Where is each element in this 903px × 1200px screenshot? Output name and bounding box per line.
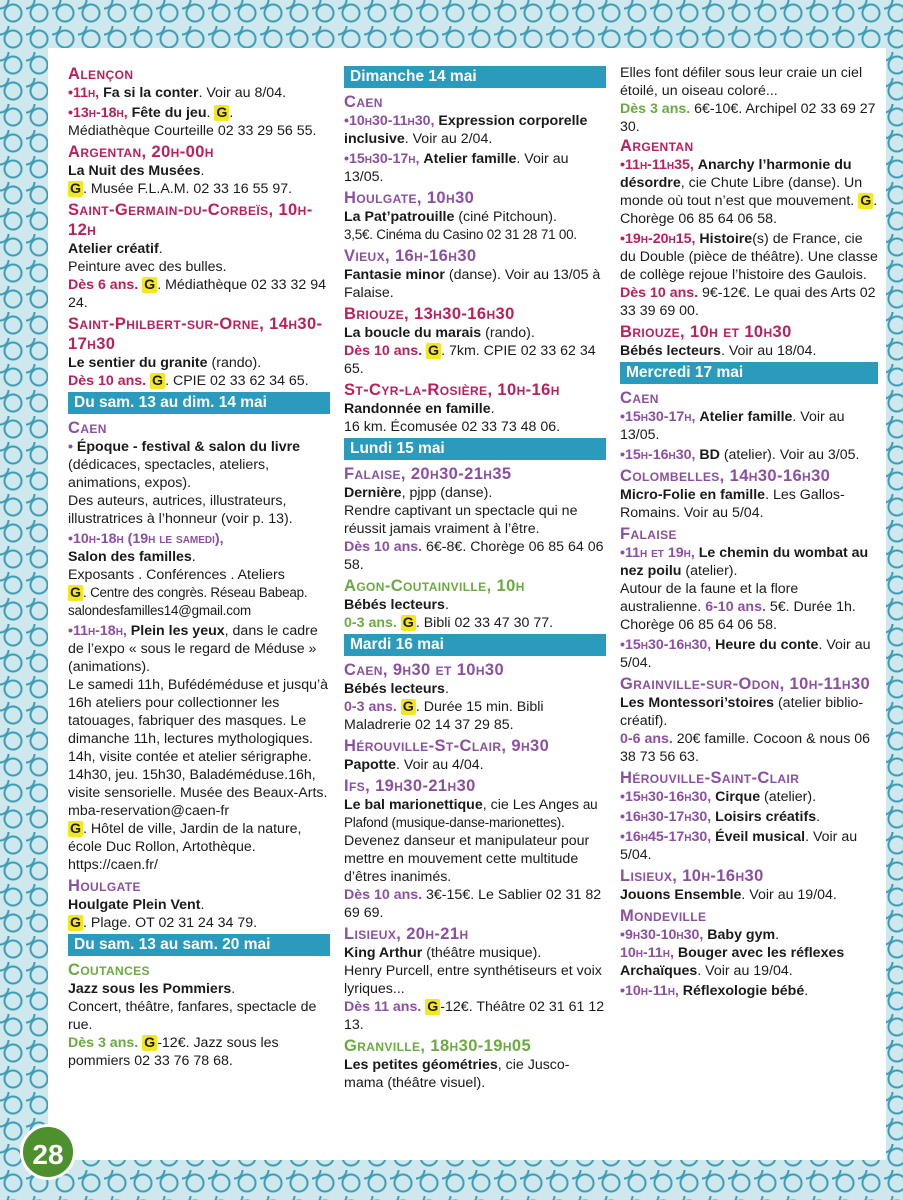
city-heading: Houlgate bbox=[68, 877, 141, 895]
event-text: . bbox=[200, 897, 205, 913]
free-badge: G bbox=[144, 1035, 156, 1051]
event-time: •13h-18h, bbox=[68, 105, 132, 121]
age-label: 0-3 ans. bbox=[344, 615, 401, 631]
event-entry bbox=[620, 788, 878, 806]
event-time: •10h-18h (19h le samedi), bbox=[68, 531, 224, 547]
event-title: BD bbox=[699, 447, 720, 463]
event-time: •11h-11h35, bbox=[620, 157, 698, 173]
city-heading: Colombelles, 14h30-16h30 bbox=[620, 467, 831, 485]
city-heading: Vieux, 16h-16h30 bbox=[344, 247, 477, 265]
free-badge: G bbox=[402, 699, 414, 715]
free-badge: G bbox=[70, 915, 82, 931]
free-badge: G bbox=[428, 343, 440, 359]
age-label: Dès 11 ans. bbox=[344, 999, 426, 1015]
event-text: Rendre captivant un spectacle qui ne réussit jamais vraiment à l’être. bbox=[344, 503, 578, 537]
free-badge: G bbox=[70, 585, 82, 601]
city-heading: Caen bbox=[68, 419, 107, 437]
event-entry bbox=[620, 486, 878, 522]
event-entry bbox=[344, 596, 606, 632]
event-entry bbox=[68, 980, 330, 1070]
free-badge: G bbox=[70, 181, 82, 197]
event-time: 10h-11h, bbox=[620, 945, 678, 961]
event-entry bbox=[344, 796, 606, 922]
age-label: Dès 10 ans. bbox=[344, 887, 427, 903]
city-heading: Houlgate, 10h30 bbox=[344, 189, 475, 207]
event-entry bbox=[68, 240, 330, 312]
event-entry bbox=[344, 324, 606, 378]
event-entry bbox=[620, 694, 878, 766]
event-entry bbox=[620, 408, 878, 444]
city-heading: Caen bbox=[344, 93, 383, 111]
city-heading: Grainville-sur-Odon, 10h-11h30 bbox=[620, 675, 871, 693]
event-text: Concert, théâtre, fanfares, spectacle de rue. bbox=[68, 999, 317, 1033]
event-entry bbox=[68, 438, 330, 528]
event-entry bbox=[68, 354, 330, 390]
age-label: Dès 3 ans. bbox=[620, 101, 695, 117]
event-text: . bbox=[804, 983, 809, 999]
event-text: . Voir au 8/04. bbox=[198, 85, 287, 101]
city-heading: Granville, 18h30-19h05 bbox=[344, 1037, 532, 1055]
event-text: . Voir au 18/04. bbox=[720, 343, 817, 359]
event-title: Les petites géométries bbox=[344, 1057, 498, 1073]
event-title: Histoire bbox=[699, 231, 753, 247]
page-number: 28 bbox=[20, 1124, 76, 1180]
event-text: . bbox=[206, 105, 215, 121]
event-entry bbox=[344, 150, 606, 186]
event-entry bbox=[620, 886, 878, 904]
age-label: 0-3 ans. bbox=[344, 699, 401, 715]
free-badge: G bbox=[144, 277, 156, 293]
event-text: Autour de la faune et la flore australienne. bbox=[620, 581, 799, 615]
event-text: , pjpp (danse). bbox=[401, 485, 493, 501]
event-text: Exposants . Conférences . Ateliers bbox=[68, 567, 285, 583]
event-text: . Voir au 19/04. bbox=[697, 963, 793, 979]
event-title: Le bal marionettique bbox=[344, 797, 483, 813]
event-title: Randonnée en famille bbox=[344, 401, 491, 417]
event-text: (atelier biblio-créatif). bbox=[620, 695, 864, 729]
city-heading: Alençon bbox=[68, 65, 134, 83]
date-band: Dimanche 14 mai bbox=[344, 66, 606, 88]
event-text: . Centre des congrès. Réseau Babeap. salondesfamilles14@gmail.com bbox=[68, 585, 308, 618]
event-entry bbox=[620, 636, 878, 672]
city-heading: Argentan, 20h-00h bbox=[68, 143, 214, 161]
event-text: , cie Jusco-mama (théâtre visuel). bbox=[344, 1057, 570, 1091]
event-entry bbox=[344, 484, 606, 574]
event-text: Elles font défiler sous leur craie un ciel étoilé, un oiseau coloré... bbox=[620, 65, 863, 99]
event-time: •11h et 19h, bbox=[620, 545, 699, 561]
event-title: Bébés lecteurs bbox=[620, 343, 721, 359]
event-text: -12€. Jazz sous les pommiers 02 33 76 78 68. bbox=[68, 1035, 279, 1069]
event-title: Fantasie minor bbox=[344, 267, 445, 283]
age-label: Dès 10 ans. bbox=[344, 539, 427, 555]
event-title: Le sentier du granite bbox=[68, 355, 208, 371]
date-band: Mercredi 17 mai bbox=[620, 362, 878, 384]
age-label: Dès 3 ans. bbox=[68, 1035, 143, 1051]
free-badge: G bbox=[70, 821, 82, 837]
event-text: . bbox=[775, 927, 780, 943]
city-heading: Falaise bbox=[620, 525, 677, 543]
event-title: Le chemin du wombat au nez poilu bbox=[620, 545, 869, 579]
event-time: •16h30-17h30, bbox=[620, 809, 716, 825]
event-entry bbox=[68, 84, 330, 102]
event-text: . bbox=[191, 549, 196, 565]
event-text: Henry Purcell, entre synthétiseurs et voix lyriques... bbox=[344, 963, 602, 997]
event-title: Dernière bbox=[344, 485, 402, 501]
event-title: Atelier famille bbox=[699, 409, 793, 425]
event-title: La Nuit des Musées bbox=[68, 163, 201, 179]
event-text: (dédicaces, spectacles, ateliers, animations, expos). bbox=[68, 457, 270, 491]
event-entry bbox=[68, 530, 330, 620]
event-text: (théâtre musique). bbox=[422, 945, 542, 961]
event-text: . bbox=[231, 981, 236, 997]
event-text: . Voir au 5/04. bbox=[620, 637, 871, 671]
date-band: Du sam. 13 au dim. 14 mai bbox=[68, 392, 330, 414]
event-title: King Arthur bbox=[344, 945, 423, 961]
event-title: Loisirs créatifs bbox=[715, 809, 817, 825]
event-title: Cirque bbox=[715, 789, 761, 805]
event-entry bbox=[344, 112, 606, 148]
city-heading: Lisieux, 10h-16h30 bbox=[620, 867, 764, 885]
date-band: Mardi 16 mai bbox=[344, 634, 606, 656]
event-entry bbox=[620, 64, 878, 136]
event-title: Bébés lecteurs bbox=[344, 597, 445, 613]
city-heading: Argentan bbox=[620, 137, 694, 155]
event-time: •15h30-17h, bbox=[620, 409, 700, 425]
event-text: 3€-15€. Le Sablier 02 31 82 69 69. bbox=[344, 887, 602, 921]
event-time: •10h-11h, bbox=[620, 983, 683, 999]
event-text: (s) de France, cie du Double (pièce de théâtre). Une classe de collège rejoue l’histoire des Gaulois. bbox=[620, 231, 878, 283]
free-badge: G bbox=[427, 999, 439, 1015]
event-title: Papotte bbox=[344, 757, 397, 773]
event-title: Époque - festival & salon du livre bbox=[76, 439, 301, 455]
age-label: 0-6 ans. bbox=[620, 731, 677, 747]
event-text: . Durée 15 min. Bibli Maladrerie 02 14 37 29 85. bbox=[344, 699, 544, 733]
event-text: , cie Les Anges bbox=[482, 797, 583, 813]
event-time: •9h30-10h30, bbox=[620, 927, 708, 943]
event-time: •11h-18h, bbox=[68, 623, 131, 639]
event-title: Éveil musical bbox=[715, 829, 806, 845]
event-title: Bébés lecteurs bbox=[344, 681, 445, 697]
event-entry bbox=[620, 544, 878, 634]
event-time: • bbox=[68, 439, 77, 455]
event-text: 20€ famille. Cocoon & nous 06 38 73 56 63. bbox=[620, 731, 871, 765]
city-heading: Falaise, 20h30-21h35 bbox=[344, 465, 512, 483]
event-text: 9€-12€. Le quai des Arts 02 33 39 69 00. bbox=[620, 285, 876, 319]
event-time: •15h30-17h, bbox=[344, 151, 424, 167]
event-text: . Plage. OT 02 31 24 34 79. bbox=[83, 915, 258, 931]
date-band: Lundi 15 mai bbox=[344, 438, 606, 460]
event-text: Médiathèque Courteille 02 33 29 56 55. bbox=[68, 123, 317, 139]
event-entry bbox=[68, 622, 330, 874]
event-title: Fa si la conter bbox=[103, 85, 199, 101]
event-text: . Voir au 13/05. bbox=[620, 409, 845, 443]
event-time: •15h30-16h30, bbox=[620, 637, 716, 653]
event-entry bbox=[620, 808, 878, 826]
event-text: . bbox=[816, 809, 821, 825]
city-heading: Hérouville-St-Clair, 9h30 bbox=[344, 737, 550, 755]
event-text: (rando). bbox=[481, 325, 535, 341]
event-text: . bbox=[229, 105, 234, 121]
event-text: . Les Gallos-Romains. Voir au 5/04. bbox=[620, 487, 845, 521]
event-text: . CPIE 02 33 62 34 65. bbox=[165, 373, 309, 389]
event-entry bbox=[620, 926, 878, 980]
event-title: Anarchy l’harmonie du désordre bbox=[620, 157, 852, 191]
event-title: Plein les yeux bbox=[130, 623, 225, 639]
event-title: Fête du jeu bbox=[131, 105, 207, 121]
event-text: . Bibli 02 33 47 30 77. bbox=[415, 615, 554, 631]
city-heading: Mondeville bbox=[620, 907, 707, 925]
free-badge: G bbox=[152, 373, 164, 389]
event-text: Des auteurs, autrices, illustrateurs, illustratrices à l’honneur (voir p. 13). bbox=[68, 493, 293, 527]
event-entry bbox=[344, 208, 606, 244]
event-text: . bbox=[444, 681, 449, 697]
city-heading: Briouze, 10h et 10h30 bbox=[620, 323, 792, 341]
city-heading: Agon-Coutainville, 10h bbox=[344, 577, 525, 595]
event-title: Salon des familles bbox=[68, 549, 192, 565]
event-text: -12€. Théâtre 02 31 61 12 13. bbox=[344, 999, 605, 1033]
free-badge: G bbox=[216, 105, 228, 121]
city-heading: Hérouville-Saint-Clair bbox=[620, 769, 800, 787]
event-title: Expression corporelle inclusive bbox=[344, 113, 588, 147]
event-text: , cie Chute Libre (danse). Un monde où tout n’est que mouvement. bbox=[620, 175, 863, 209]
event-title: Atelier créatif bbox=[68, 241, 159, 257]
city-heading: Ifs, 19h30-21h30 bbox=[344, 777, 476, 795]
age-label: Dès 6 ans. bbox=[68, 277, 143, 293]
event-text: . bbox=[200, 163, 205, 179]
city-heading: St-Cyr-la-Rosière, 10h-16h bbox=[344, 381, 560, 399]
event-title: Atelier famille bbox=[423, 151, 517, 167]
event-entry bbox=[344, 400, 606, 436]
event-text: . Voir au 5/04. bbox=[620, 829, 858, 863]
event-title: La boucle du marais bbox=[344, 325, 482, 341]
event-time: •19h-20h15, bbox=[620, 231, 700, 247]
event-text: . Chorège 06 85 64 06 58. bbox=[620, 193, 878, 227]
event-entry bbox=[344, 756, 606, 774]
event-title: Jazz sous les Pommiers bbox=[68, 981, 232, 997]
event-text: Devenez danseur et manipulateur pour mettre en mouvement cette multitude d’êtres inanimés. bbox=[344, 833, 590, 885]
event-text: 3,5€. Cinéma du Casino 02 31 28 71 00. bbox=[344, 227, 577, 242]
event-text: . bbox=[158, 241, 163, 257]
event-text: 5€. Durée 1h. Chorège 06 85 64 06 58. bbox=[620, 599, 856, 633]
age-label: Dès 10 ans. bbox=[68, 373, 151, 389]
event-text: 16 km. Écomusée 02 33 73 48 06. bbox=[344, 419, 561, 435]
event-text: Le samedi 11h, Bufédéméduse et jusqu’à 16h ateliers pour collectionner les tatouages, fabriquer des masques. Le dimanche 11h, lectures mythologiques. 14h, visite contée et atelier sérigraphe. 14h30, jeu. 15h30, Baladéméduse.16h, visite sensorielle. Musée des Beaux-Arts. mba-reservation@caen-fr bbox=[68, 677, 329, 819]
event-entry bbox=[620, 446, 878, 464]
city-heading: Caen, 9h30 et 10h30 bbox=[344, 661, 505, 679]
event-text: . Voir au 13/05. bbox=[344, 151, 569, 185]
column-3 bbox=[620, 64, 878, 1002]
event-text: . Musée F.L.A.M. 02 33 16 55 97. bbox=[83, 181, 293, 197]
event-entry bbox=[68, 896, 330, 932]
event-title: Houlgate Plein Vent bbox=[68, 897, 201, 913]
event-text: (ciné Pitchoun). bbox=[454, 209, 557, 225]
column-2 bbox=[344, 64, 606, 1094]
event-text: Peinture avec des bulles. bbox=[68, 259, 227, 275]
event-entry bbox=[620, 342, 878, 360]
agenda-page bbox=[48, 48, 886, 1160]
free-badge: G bbox=[860, 193, 872, 209]
event-text: (atelier). bbox=[681, 563, 738, 579]
event-text: . Voir au 2/04. bbox=[404, 131, 493, 147]
event-title: Bouger avec les réflexes Archaïques bbox=[620, 945, 845, 979]
event-title: La Pat’patrouille bbox=[344, 209, 455, 225]
event-text: . Hôtel de ville, Jardin de la nature, école Duc Rollon, Artothèque. https://caen.fr/ bbox=[68, 821, 302, 873]
city-heading: Coutances bbox=[68, 961, 150, 979]
event-text: 6€-8€. Chorège 06 85 64 06 58. bbox=[344, 539, 604, 573]
event-text: au Plafond (musique-danse-marionettes). bbox=[344, 797, 598, 830]
event-time: •15h30-16h30, bbox=[620, 789, 716, 805]
date-band: Du sam. 13 au sam. 20 mai bbox=[68, 934, 330, 956]
event-entry bbox=[344, 944, 606, 1034]
event-time: •16h45-17h30, bbox=[620, 829, 716, 845]
age-label: Dès 10 ans. bbox=[344, 343, 427, 359]
event-text: (danse). Voir au 13/05 à Falaise. bbox=[344, 267, 601, 301]
event-title: Heure du conte bbox=[715, 637, 819, 653]
event-entry bbox=[68, 162, 330, 198]
city-heading: Briouze, 13h30-16h30 bbox=[344, 305, 515, 323]
event-entry bbox=[344, 1056, 606, 1092]
age-label: Dès 10 ans. bbox=[620, 285, 703, 301]
event-title: Jouons Ensemble bbox=[620, 887, 742, 903]
event-title: Baby gym bbox=[707, 927, 776, 943]
event-entry bbox=[620, 230, 878, 320]
city-heading: Saint-Germain-du-Corbeïs, 10h-12h bbox=[68, 201, 313, 239]
event-text: . Médiathèque 02 33 32 94 24. bbox=[68, 277, 326, 311]
event-text: . Voir au 4/04. bbox=[396, 757, 484, 773]
event-entry bbox=[344, 680, 606, 734]
event-text: 6€-10€. Archipel 02 33 69 27 30. bbox=[620, 101, 876, 135]
event-entry bbox=[68, 104, 330, 140]
event-text: (rando). bbox=[207, 355, 262, 371]
event-title: Les Montessori’stoires bbox=[620, 695, 775, 711]
event-time: •10h30-11h30, bbox=[344, 113, 439, 129]
event-text: , dans le cadre de l’expo « sous le regard de Méduse » (animations). bbox=[68, 623, 318, 675]
city-heading: Lisieux, 20h-21h bbox=[344, 925, 469, 943]
event-entry bbox=[620, 156, 878, 228]
age-label: 6-10 ans. bbox=[705, 599, 770, 615]
column-1 bbox=[68, 64, 330, 1072]
event-time: •11h, bbox=[68, 85, 104, 101]
event-title: Réflexologie bébé bbox=[682, 983, 805, 999]
event-title: Micro-Folie en famille bbox=[620, 487, 766, 503]
event-text: . Voir au 19/04. bbox=[741, 887, 837, 903]
event-text: . bbox=[490, 401, 495, 417]
free-badge: G bbox=[402, 615, 414, 631]
event-entry bbox=[620, 982, 878, 1000]
event-time: •15h-16h30, bbox=[620, 447, 700, 463]
event-entry bbox=[620, 828, 878, 864]
event-text: . 7km. CPIE 02 33 62 34 65. bbox=[344, 343, 596, 377]
event-text: . bbox=[444, 597, 449, 613]
city-heading: Saint-Philbert-sur-Orne, 14h30-17h30 bbox=[68, 315, 323, 353]
city-heading: Caen bbox=[620, 389, 659, 407]
event-text: (atelier). Voir au 3/05. bbox=[719, 447, 860, 463]
event-entry bbox=[344, 266, 606, 302]
event-text: (atelier). bbox=[760, 789, 817, 805]
